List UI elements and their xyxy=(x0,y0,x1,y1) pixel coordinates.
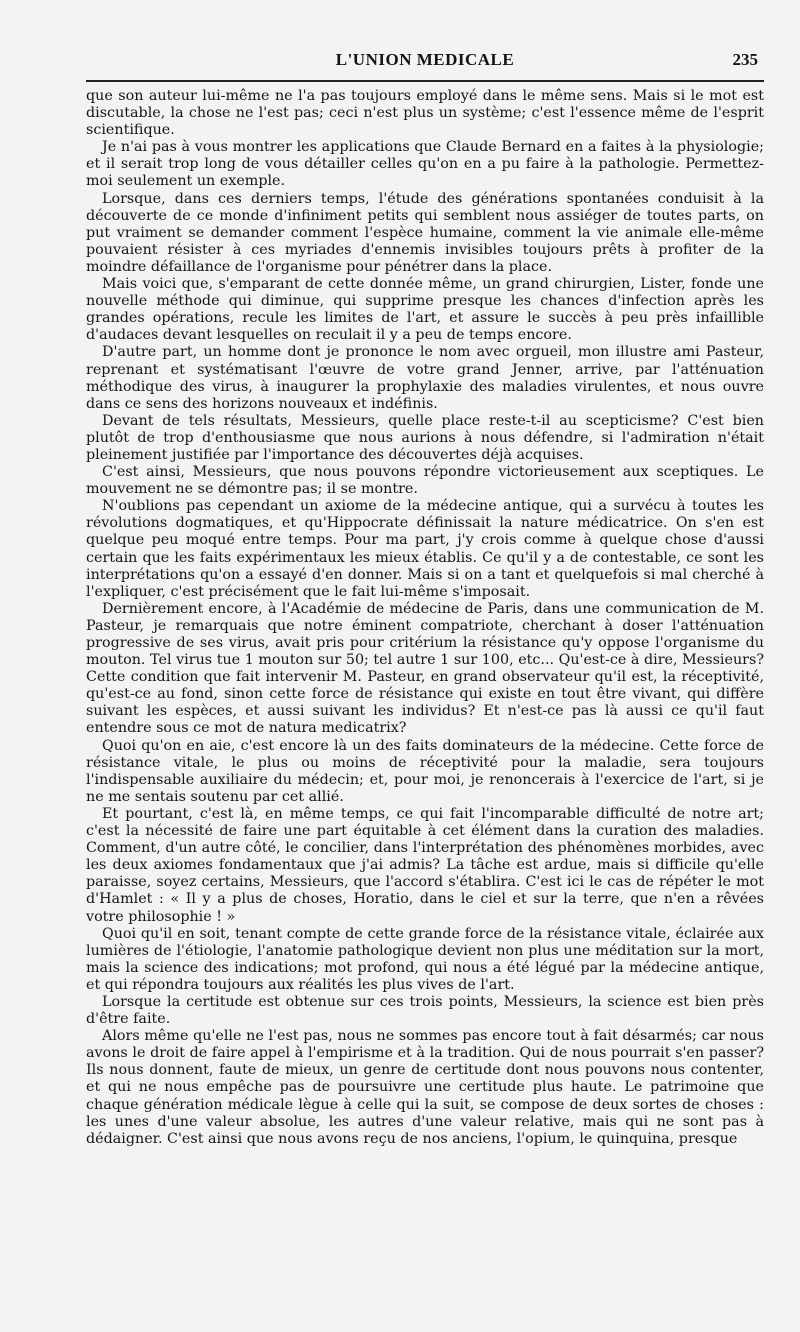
paragraph: Alors même qu'elle ne l'est pas, nous ne sommes pas encore tout à fait désarmés; car nous avons le droit de faire appel à l'empirisme et à la tradition. Qui de nous pourrait s'en passer? Ils nous donnent, faute de mieux, un genre de certitude dont nous pouvons nous contenter, et qui ne nous empêche pas de poursuivre une certitude plus haute. Le patrimoine que chaque génération médicale lègue à celle qui la suit, se compose de deux sortes de choses : les unes d'une valeur absolue, les autres d'une valeur relative, mais qui ne sont pas à dédaigner. C'est ainsi que nous avons reçu de nos anciens, l'opium, le quinquina, presque xyxy=(86,1028,764,1147)
paragraph: que son auteur lui-même ne l'a pas toujours employé dans le même sens. Mais si le mot est discutable, la chose ne l'est pas; ceci n'est plus un système; c'est l'essence même de l'esprit scientifique. xyxy=(86,88,764,139)
paragraph: N'oublions pas cependant un axiome de la médecine antique, qui a survécu à toutes les révolutions dogmatiques, et qu'Hippocrate définissait la nature médicatrice. On s'en est quelque peu moqué entre temps. Pour ma part, j'y crois comme à quelque chose d'aussi certain que les faits expérimentaux les mieux établis. Ce qu'il y a de contestable, ce sont les interprétations qu'on a essayé d'en donner. Mais si on a tant et quelquefois si mal cherché à l'expliquer, c'est précisément que le fait lui-même s'imposait. xyxy=(86,498,764,600)
paragraph: Quoi qu'il en soit, tenant compte de cette grande force de la résistance vitale, éclairée aux lumières de l'étiologie, l'anatomie pathologique devient non plus une méditation sur la mort, mais la science des indications; mot profond, qui nous a été légué par la médecine antique, et qui répondra toujours aux réalités les plus vives de l'art. xyxy=(86,925,764,993)
paragraph: Mais voici que, s'emparant de cette donnée même, un grand chirurgien, Lister, fonde une nouvelle méthode qui diminue, qui supprime presque les chances d'infection après les grandes opérations, recule les limites de l'art, et assure le succès à peu près infaillible d'audaces devant lesquelles on reculait il y a peu de temps encore. xyxy=(86,276,764,344)
running-header xyxy=(86,46,764,80)
paragraph: Quoi qu'on en aie, c'est encore là un des faits dominateurs de la médecine. Cette force de résistance vitale, le plus ou moins de réceptivité pour la maladie, sera toujours l'indispensable auxiliaire du médecin; et, pour moi, je renoncerais à l'exercice de l'art, si je ne me sentais soutenu par cet allié. xyxy=(86,737,764,805)
paragraph: Dernièrement encore, à l'Académie de médecine de Paris, dans une communication de M. Pasteur, je remarquais que notre éminent compatriote, cherchant à doser l'atténuation progressive de ses virus, avait pris pour critérium la résistance qu'y oppose l'organisme du mouton. Tel virus tue 1 mouton sur 50; tel autre 1 sur 100, etc... Qu'est-ce à dire, Messieurs? Cette condition que fait intervenir M. Pasteur, en grand observateur qu'il est, la réceptivité, qu'est-ce au fond, sinon cette force de résistance qui existe en tout être vivant, qui diffère suivant les espèces, et aussi suivant les individus? Et n'est-ce pas là aussi ce qu'il faut entendre sous ce mot de natura medicatrix? xyxy=(86,600,764,737)
page-number: 235 xyxy=(732,50,758,69)
body-text xyxy=(86,88,764,1148)
paragraph: D'autre part, un homme dont je prononce le nom avec orgueil, mon illustre ami Pasteur, reprenant et systématisant l'œuvre de votre grand Jenner, arrive, par l'atténuation méthodique des virus, à inaugurer la prophylaxie des maladies virulentes, et nous ouvre dans ce sens des horizons nouveaux et indéfinis. xyxy=(86,344,764,412)
paragraph: Et pourtant, c'est là, en même temps, ce qui fait l'incomparable difficulté de notre art; c'est la nécessité de faire une part équitable à cet élément dans la curation des maladies. Comment, d'un autre côté, le concilier, dans l'interprétation des phénomènes morbides, avec les deux axiomes fondamentaux que j'ai admis? La tâche est ardue, mais si difficile qu'elle paraisse, soyez certains, Messieurs, que l'accord s'établira. C'est ici le cas de répéter le mot d'Hamlet : « Il y a plus de choses, Horatio, dans le ciel et sur la terre, que n'en a rêvées votre philosophie ! » xyxy=(86,805,764,925)
header-rule xyxy=(86,80,764,82)
paragraph: Devant de tels résultats, Messieurs, quelle place reste-t-il au scepticisme? C'est bien plutôt de trop d'enthousiasme que nous aurions à nous défendre, si l'admiration n'était pleinement justifiée par l'importance des découvertes déjà acquises. xyxy=(86,412,764,463)
paragraph: Je n'ai pas à vous montrer les applications que Claude Bernard en a faites à la physiologie; et il serait trop long de vous détailler celles qu'on en a pu faire à la pathologie. Permettez-moi seulement un exemple. xyxy=(86,139,764,190)
paragraph: C'est ainsi, Messieurs, que nous pouvons répondre victorieusement aux sceptiques. Le mouvement ne se démontre pas; il se montre. xyxy=(86,464,764,498)
paragraph: Lorsque la certitude est obtenue sur ces trois points, Messieurs, la science est bien près d'être faite. xyxy=(86,993,764,1028)
journal-title: L'UNION MEDICALE xyxy=(335,50,515,69)
paragraph: Lorsque, dans ces derniers temps, l'étude des générations spontanées conduisit à la découverte de ce monde d'infiniment petits qui semblent nous assiéger de toutes parts, on put vraiment se demander comment l'espèce humaine, comment la vie animale elle-même pouvaient résister à ces myriades d'ennemis invisibles toujours prêts à profiter de la moindre défaillance de l'organisme pour pénétrer dans la place. xyxy=(86,190,764,275)
